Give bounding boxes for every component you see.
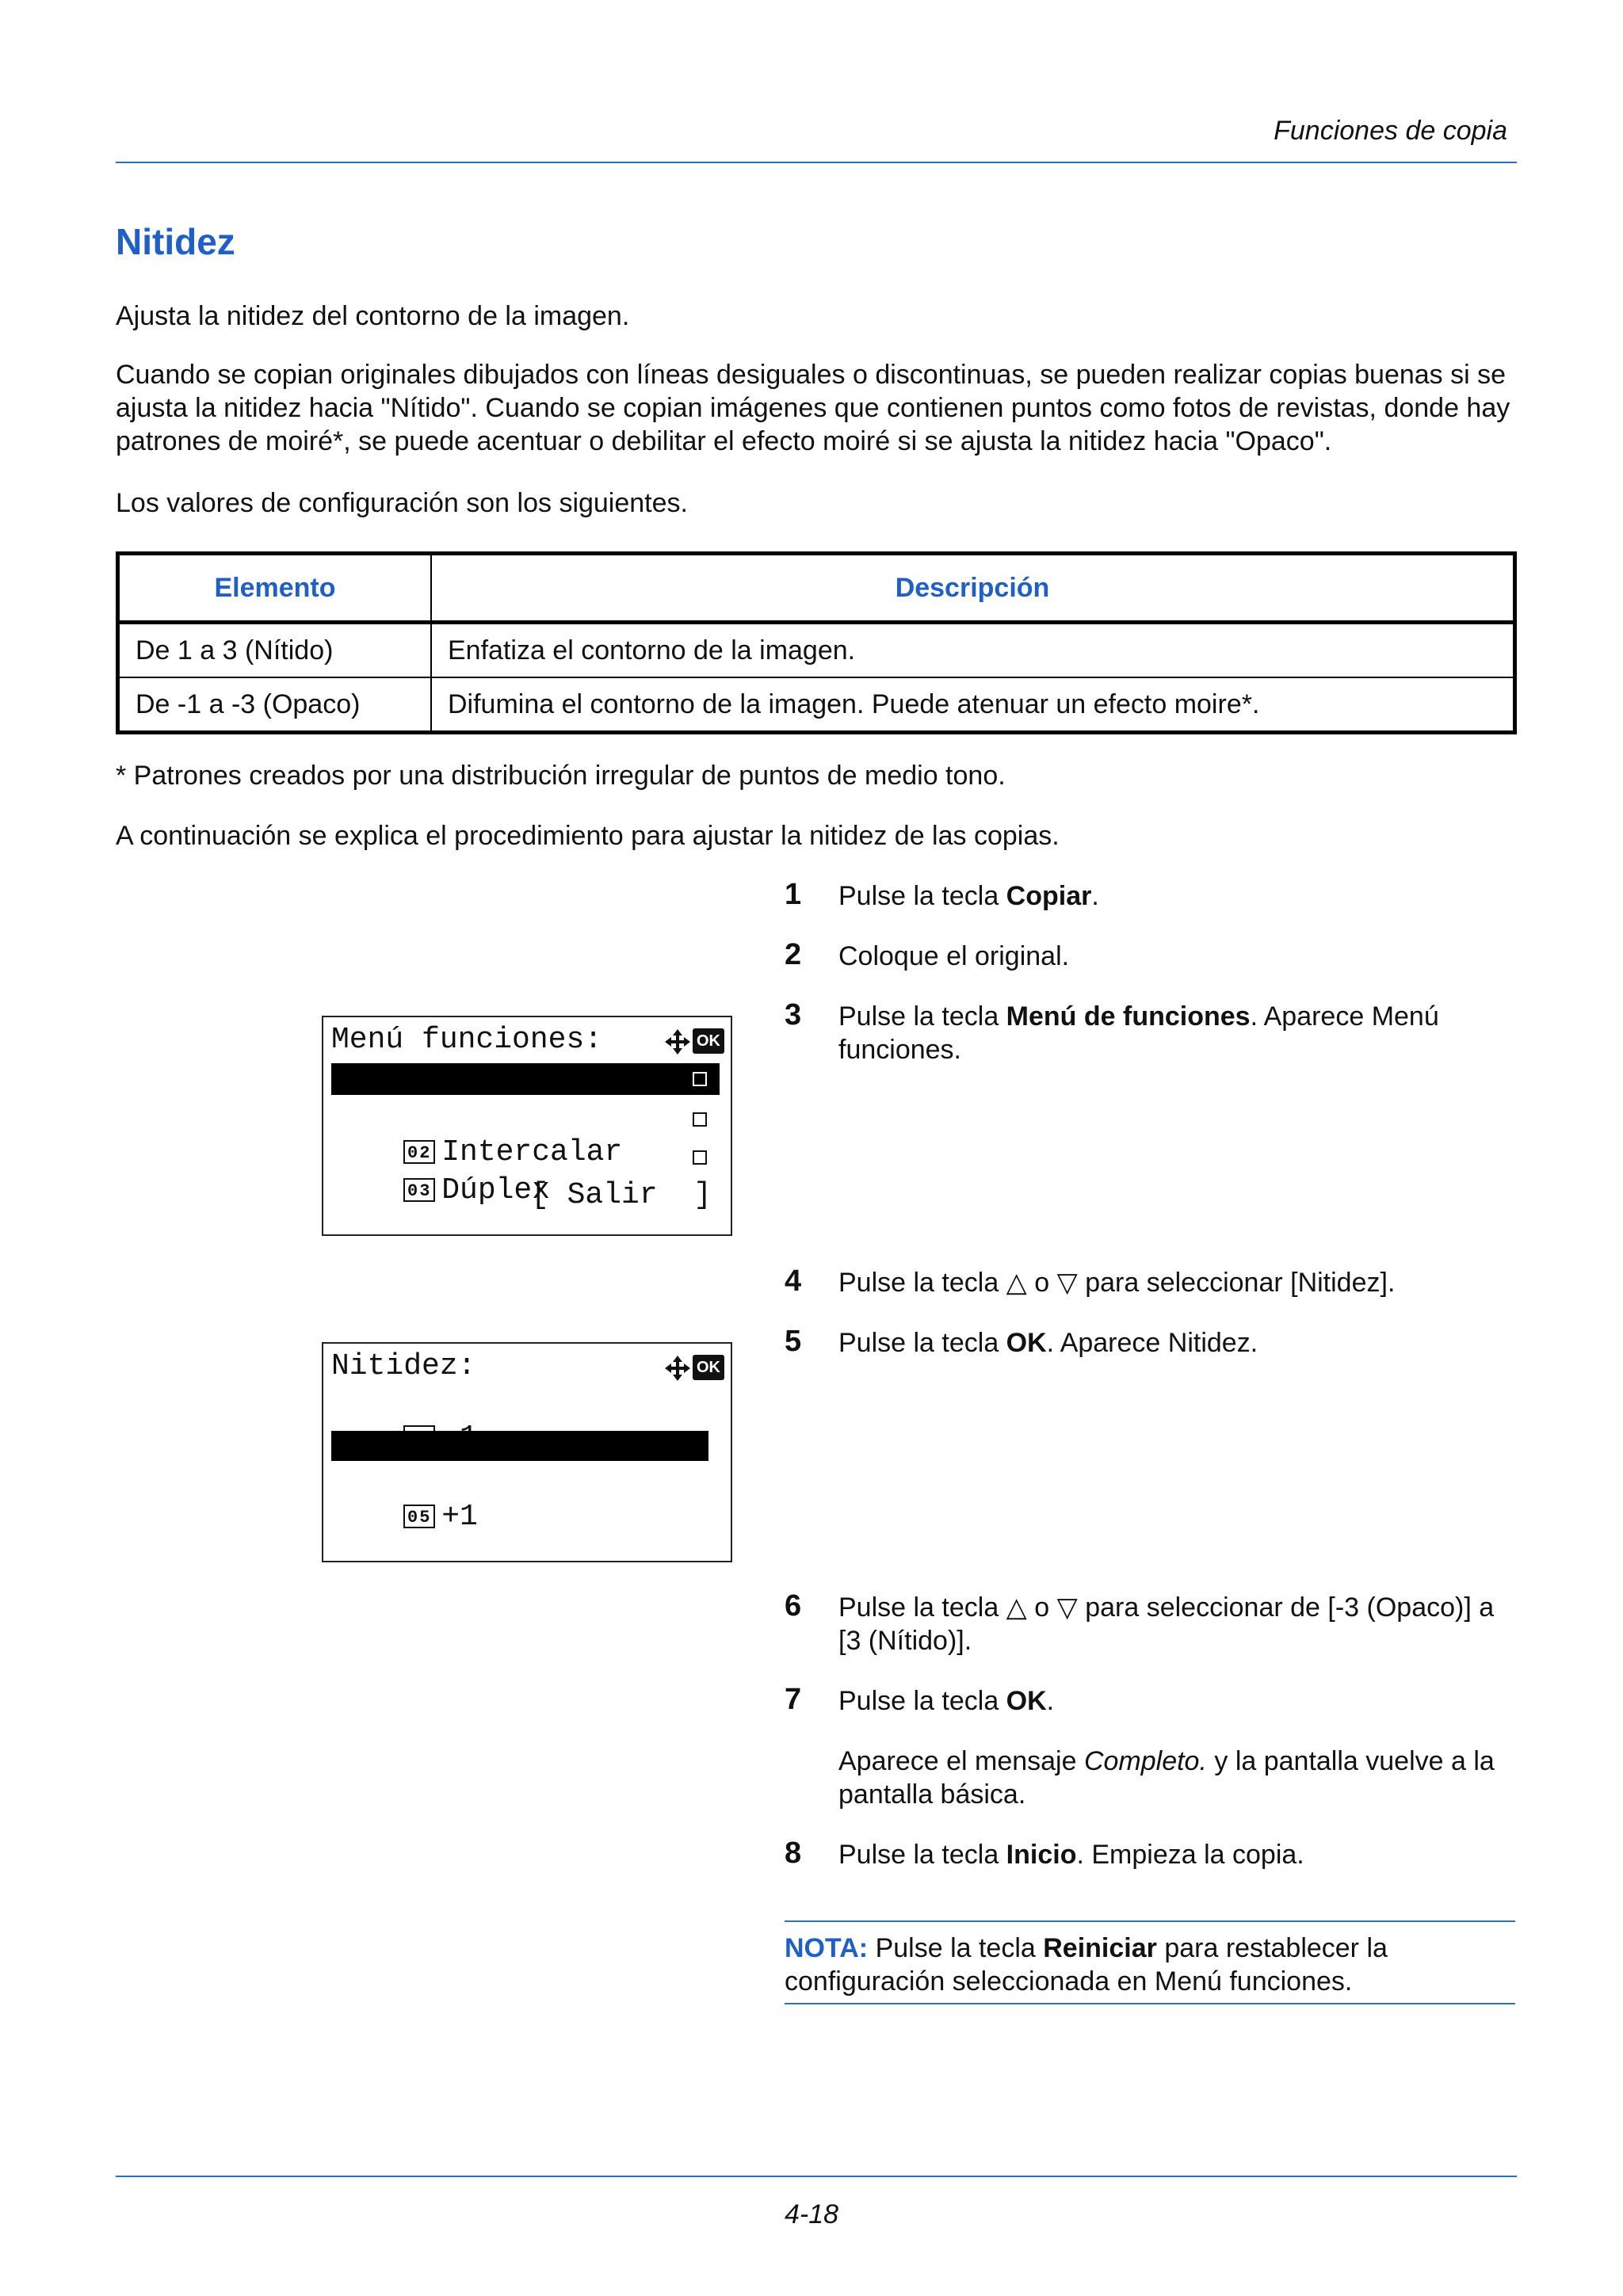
table-header-element: Elemento — [118, 554, 432, 623]
item-number-badge: 03 — [403, 1178, 435, 1202]
lcd-list-item — [331, 1103, 720, 1169]
lcd-sharpness-screen — [322, 1342, 732, 1562]
step-number: 2 — [785, 938, 802, 971]
note-top-rule — [785, 1920, 1515, 1922]
step-text: Pulse la tecla Copiar. — [838, 881, 1099, 911]
step-7-detail: Aparece el mensaje Completo. y la pantalla vuelve a la pantalla básica. — [838, 1746, 1495, 1810]
lcd-item-label: Dúplex — [441, 1173, 551, 1207]
step-text: Coloque el original. — [838, 941, 1070, 971]
table-cell: De 1 a 3 (Nítido) — [118, 623, 432, 678]
lcd-title: Menú funciones: — [331, 1023, 603, 1057]
lcd-item-label: *0 — [437, 1459, 473, 1493]
lcd-list-item-selected — [331, 1063, 720, 1130]
item-number-badge: 01 — [403, 1100, 435, 1124]
step-number: 1 — [785, 878, 802, 911]
ok-icon: OK — [693, 1355, 724, 1380]
checkbox-icon — [693, 1150, 707, 1165]
checkbox-icon — [693, 1072, 707, 1086]
page-number: 4-18 — [784, 2199, 839, 2229]
footer-rule — [116, 2176, 1517, 2177]
header-rule — [116, 162, 1517, 163]
footnote: * Patrones creados por una distribución irregular de puntos de medio tono. — [116, 761, 1006, 791]
navigation-arrows-icon — [664, 1028, 691, 1055]
step-text: Pulse la tecla △ o ▽ para seleccionar [Nitidez]. — [838, 1268, 1396, 1298]
note: NOTA: Pulse la tecla Reiniciar para restablecer la configuración seleccionada en Menú funciones. — [785, 1933, 1388, 1997]
checkbox-icon — [693, 1112, 707, 1127]
ok-icon: OK — [693, 1028, 724, 1054]
step-text: Pulse la tecla Inicio. Empieza la copia. — [838, 1840, 1304, 1870]
step-text: Pulse la tecla Menú de funciones. Aparece Menú funciones. — [838, 1001, 1439, 1065]
lcd-list-item — [331, 1467, 720, 1534]
settings-table — [116, 551, 1517, 734]
lcd-item-label: Intercalar — [441, 1135, 623, 1169]
lcd-title: Nitidez: — [331, 1349, 476, 1383]
step-text: Pulse la tecla OK. Aparece Nitidez. — [838, 1328, 1258, 1358]
running-header: Funciones de copia — [1274, 116, 1507, 146]
step-number: 4 — [785, 1264, 802, 1298]
lcd-list-item — [331, 1388, 720, 1421]
table-cell: Difumina el contorno de la imagen. Puede atenuar un efecto moire*. — [431, 677, 1515, 733]
step-number: 6 — [785, 1589, 802, 1623]
lcd-item-label: +1 — [441, 1500, 478, 1534]
lcd-item-label: Selección papel — [441, 1096, 713, 1130]
step-number: 5 — [785, 1325, 802, 1358]
table-cell: Enfatiza el contorno de la imagen. — [431, 623, 1515, 678]
table-row — [118, 623, 1515, 678]
description-paragraph: Cuando se copian originales dibujados con líneas desiguales o discontinuas, se pueden realizar copias buenas si se ajusta la nitidez hacia "Nítido". Cuando se copian imágenes que contienen puntos como fotos de revistas, donde hay patrones de moiré*, se puede acentuar o debilitar el efecto moiré si se ajusta la nitidez hacia "Opaco". — [116, 360, 1510, 456]
item-number-badge: 05 — [403, 1505, 435, 1528]
step-number: 7 — [785, 1683, 802, 1716]
item-number-badge: 04 — [403, 1463, 435, 1487]
lcd-list-item-selected — [331, 1431, 708, 1493]
step-text: Pulse la tecla △ o ▽ para seleccionar de [-3 (Opaco)] a [3 (Nítido)]. — [838, 1592, 1495, 1656]
procedure-intro: A continuación se explica el procedimiento para ajustar la nitidez de las copias. — [116, 821, 1060, 851]
table-row — [118, 677, 1515, 733]
intro-paragraph: Ajusta la nitidez del contorno de la imagen. — [116, 301, 630, 331]
section-heading: Nitidez — [116, 221, 235, 262]
lcd-function-menu — [322, 1016, 732, 1236]
lcd-exit-option: [ Salir ] — [531, 1178, 712, 1212]
step-number: 8 — [785, 1836, 802, 1870]
step-text: Pulse la tecla OK. — [838, 1686, 1055, 1716]
values-intro: Los valores de configuración son los siguientes. — [116, 488, 688, 518]
table-cell: De -1 a -3 (Opaco) — [118, 677, 432, 733]
table-header-description: Descripción — [431, 554, 1515, 623]
step-number: 3 — [785, 998, 802, 1032]
navigation-arrows-icon — [664, 1355, 691, 1382]
item-number-badge: 02 — [403, 1140, 435, 1164]
note-bottom-rule — [785, 2003, 1515, 2004]
